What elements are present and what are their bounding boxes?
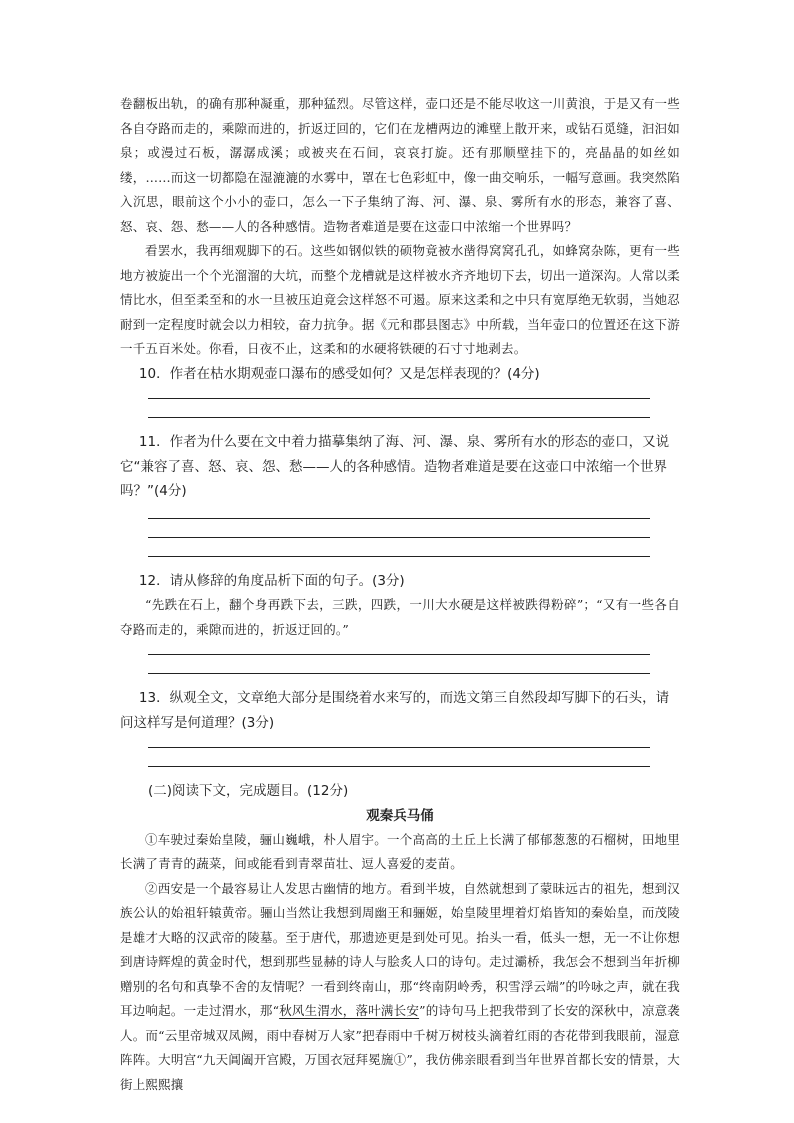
question-13: 13．纵观全文，文章绝大部分是围绕着水来写的，而选文第三自然段却写脚下的石头，请问这样写是何道理？(3分)	[120, 690, 670, 731]
question-12-quote: “先跌在石上，翻个身再跌下去，三跌，四跌，一川大水硬是这样被跌得粉碎”；“又有一些各自夺路而走的，乘隙而进的，折返迂回的。”	[120, 597, 680, 637]
question-11: 11．作者为什么要在文中着力描摹集纳了海、河、瀑、泉、雾所有水的形态的壶口，又说它“兼容了喜、怒、哀、怨、愁——人的各种感情。造物者难道是要在这壶口中浓缩一个世界吗？”(4分)	[120, 434, 670, 499]
answer-line[interactable]	[148, 747, 650, 748]
answer-line[interactable]	[148, 537, 650, 538]
answer-line[interactable]	[148, 398, 650, 399]
answer-line[interactable]	[148, 654, 650, 655]
article-text: ②西安是一个最容易让人发思古幽情的地方。看到半坡，自然就想到了蒙昧远古的祖先，想到汉族公认的始祖轩辕黄帝。骊山当然让我想到周幽王和骊姬，始皇陵里埋着灯焰皆知的秦始皇，而茂陵是雄才大略的汉武帝的陵墓。至于唐代，那遗迹更是到处可见。抬头一看，低头一想，无一不让你想到唐诗辉煌的黄金时代，想到那些显赫的诗人与脍炙人口的诗句。走过灞桥，我怎会不想到当年折柳赠别的名句和真挚不舍的友情呢？一看到终南山，那“终南阴岭秀，积雪浮云端”的吟咏之声，就在我耳边响起。一走过渭水，那“	[120, 880, 680, 1018]
answer-lines	[120, 398, 680, 418]
page	[120, 92, 680, 1097]
article-paragraph	[120, 877, 680, 1098]
answer-lines	[120, 518, 680, 557]
section-heading: (二)阅读下文，完成题目。(12分)	[148, 783, 349, 799]
article-title: 观秦兵马俑	[366, 807, 434, 824]
question-12: 12．请从修辞的角度品析下面的句子。(3分)	[138, 572, 405, 589]
answer-line[interactable]	[148, 518, 650, 519]
article-text: ”的诗句马上把我带到了长安的深秋中，凉意袭人。而“云里帝城双凤阙，雨中春树万人家”把春雨中千树万树枝头滴着红雨的杏花带到我眼前，湿意阵阵。大明宫“九天阊阖开宫殿，万国衣冠拜冕旒①”，我仿佛亲眼看到当年世界首都长安的情景，大街上熙熙攘	[120, 1003, 681, 1092]
article-paragraph: ①车驶过秦始皇陵，骊山巍峨，朴人眉宇。一个高高的土丘上长满了郁郁葱葱的石榴树，田地里长满了青青的蔬菜，间或能看到青翠苗壮、逗人喜爱的麦苗。	[120, 831, 680, 871]
question-10: 10．作者在枯水期观壶口瀑布的感受如何？又是怎样表现的？(4分)	[138, 365, 540, 382]
underlined-verse: 秋风生渭水，落叶满长安	[279, 1003, 420, 1018]
passage-paragraph: 卷翻板出轨，的确有那种凝重，那种猛烈。尽管这样，壶口还是不能尽收这一川黄浪，于是又有一些各自夺路而走的，乘隙而进的，折返迂回的，它们在龙槽两边的滩壁上散开来，或钻石觅缝，汩汩如泉；或漫过石板，潺潺成溪；或被夹在石间，哀哀打旋。还有那顺壁挂下的，亮晶晶的如丝如缕，……而这一切都隐在湿漉漉的水雾中，罩在七色彩虹中，像一曲交响乐，一幅写意画。我突然陷入沉思，眼前这个小小的壶口，怎么一下子集纳了海、河、瀑、泉、雾所有水的形态，兼容了喜、怒、哀、怨、愁——人的各种感情。造物者难道是要在这壶口中浓缩一个世界吗？	[120, 96, 680, 234]
answer-lines	[120, 654, 680, 674]
answer-lines	[120, 747, 680, 767]
passage-paragraph: 看罢水，我再细观脚下的石。这些如钢似铁的硕物竟被水凿得窝窝孔孔，如蜂窝杂陈，更有一些地方被旋出一个个光溜溜的大坑，而整个龙槽就是这样被水齐齐地切下去，切出一道深沟。人常以柔情比水，但至柔至和的水一旦被压迫竟会这样怒不可遏。原来这柔和之中只有宽厚绝无软弱，当她忍耐到一定程度时就会以力相较，奋力抗争。据《元和郡县图志》中所载，当年壶口的位置还在这下游一千五百米处。你看，日夜不止，这柔和的水硬将铁硬的石寸寸地剥去。	[120, 243, 680, 356]
